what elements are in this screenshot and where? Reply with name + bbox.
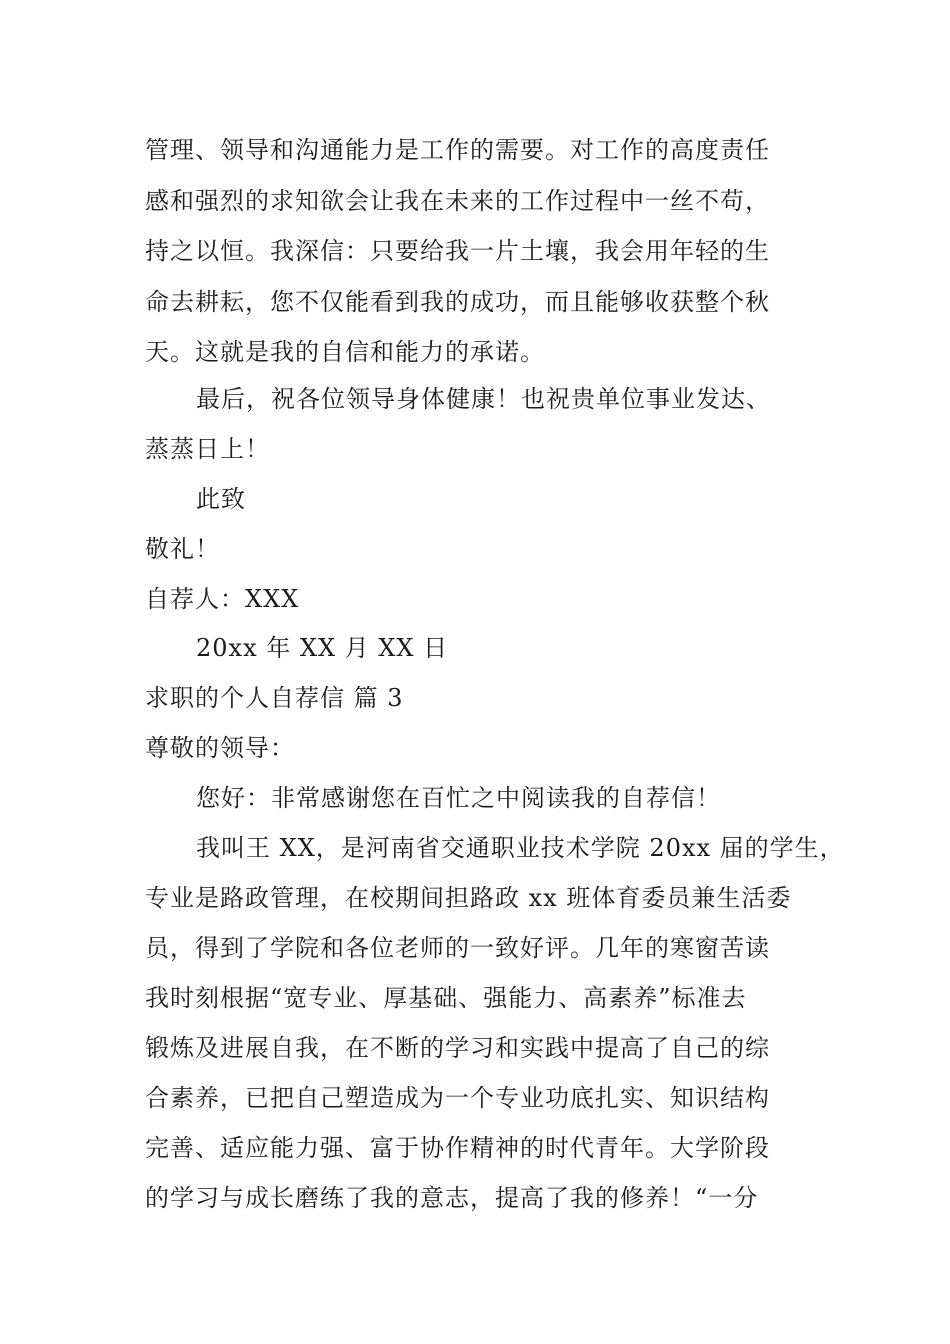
body-line: 天。这就是我的自信和能力的承诺。 xyxy=(145,338,545,366)
date-line: 20xx 年 XX 月 XX 日 xyxy=(196,634,449,662)
body-line: 完善、适应能力强、富于协作精神的时代青年。大学阶段 xyxy=(145,1134,770,1162)
body-line: 感和强烈的求知欲会让我在未来的工作过程中一丝不苟， xyxy=(145,187,770,215)
body-line: 您好：非常感谢您在百忙之中阅读我的自荐信！ xyxy=(196,784,721,812)
signature-line: 自荐人：XXX xyxy=(145,585,300,613)
body-line: 我叫王 XX，是河南省交通职业技术学院 20xx 届的学生， xyxy=(196,834,845,862)
section-heading: 求职的个人自荐信 篇 3 xyxy=(145,684,404,712)
body-line: 我时刻根据“宽专业、厚基础、强能力、高素养”标准去 xyxy=(145,984,747,1012)
salutation-regards: 敬礼！ xyxy=(145,535,220,563)
body-line: 专业是路政管理，在校期间担路政 xx 班体育委员兼生活委 xyxy=(145,884,792,912)
body-line: 的学习与成长磨练了我的意志，提高了我的修养！“一分 xyxy=(145,1184,759,1212)
closing-wish-line: 最后，祝各位领导身体健康！也祝贵单位事业发达、 xyxy=(196,385,771,413)
body-line: 管理、领导和沟通能力是工作的需要。对工作的高度责任 xyxy=(145,136,770,164)
closing-wish-line: 蒸蒸日上！ xyxy=(145,435,270,463)
body-line: 员，得到了学院和各位老师的一致好评。几年的寒窗苦读 xyxy=(145,934,770,962)
greeting-line: 尊敬的领导： xyxy=(145,734,295,762)
salutation-closing: 此致 xyxy=(196,485,246,513)
body-line: 锻炼及进展自我，在不断的学习和实践中提高了自己的综 xyxy=(145,1034,770,1062)
body-line: 持之以恒。我深信：只要给我一片土壤，我会用年轻的生 xyxy=(145,237,770,265)
body-line: 命去耕耘，您不仅能看到我的成功，而且能够收获整个秋 xyxy=(145,288,770,316)
body-line: 合素养，已把自己塑造成为一个专业功底扎实、知识结构 xyxy=(145,1084,770,1112)
